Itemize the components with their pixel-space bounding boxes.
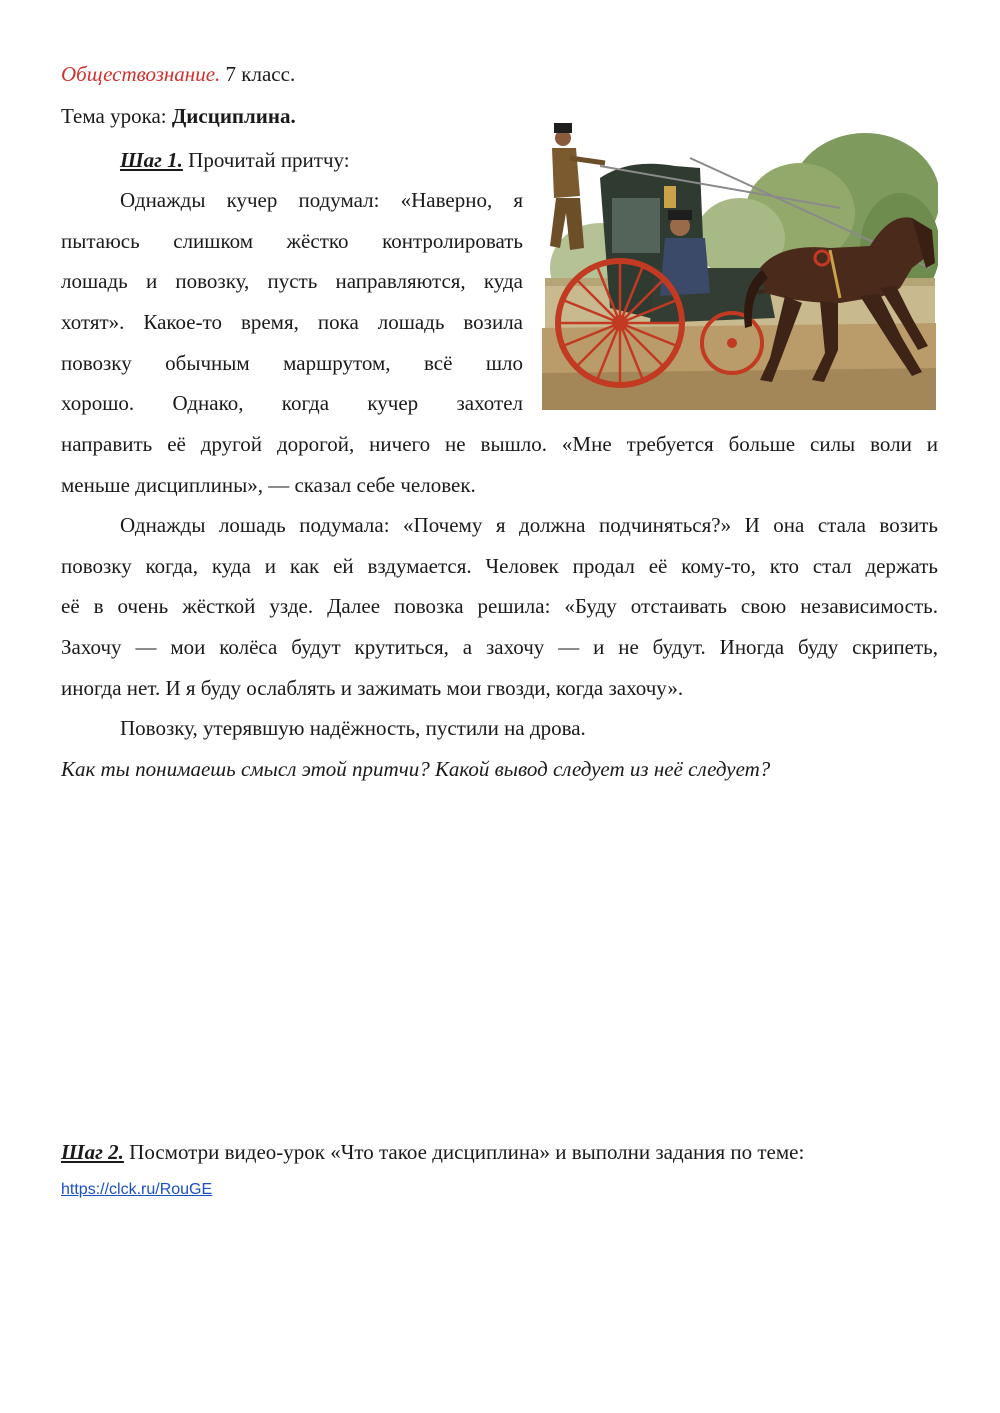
text-line: направить её другой дорогой, ничего не вышло. «Мне требуется больше силы воли и [61, 432, 938, 456]
text-line: повозку когда, куда и как ей вздумается. Человек продал её кому-то, кто стал держать [61, 553, 938, 578]
text-line: Захочу — мои колёса будут крутиться, а захочу — и не будут. Иногда буду скрипеть, [61, 635, 938, 660]
text-line: хорошо. Однако, когда кучер захотел [61, 391, 523, 416]
step2-label: Шаг 2. [61, 1140, 124, 1164]
parable-paragraph-1-rest [61, 430, 938, 511]
step1-label: Шаг 1. [120, 148, 183, 172]
text-line: повозку обычным маршрутом, всё шло [61, 350, 523, 375]
video-lesson-link[interactable]: https://clck.ru/RouGE [61, 1181, 213, 1198]
parable-paragraph-3: Повозку, утерявшую надёжность, пустили на дрова. [120, 716, 586, 740]
grade-label: 7 класс. [225, 62, 296, 86]
step2-line [61, 1138, 804, 1166]
text-line: лошадь и повозку, пусть направляются, куда [61, 269, 523, 294]
carriage-illustration [540, 118, 938, 412]
text-line: пытаюсь слишком жёстко контролировать [61, 228, 523, 253]
text-line: её в очень жёсткой узде. Далее повозка решила: «Буду отстаивать свою независимость. [61, 594, 938, 619]
topic-line [61, 102, 296, 130]
parable-question: Как ты понимаешь смысл этой притчи? Какой вывод следует из неё следует? [61, 757, 771, 781]
topic-label: Тема урока: [61, 104, 167, 128]
step1-line [120, 146, 350, 174]
step1-instruction: Прочитай притчу: [188, 148, 350, 172]
subject-title: Обществознание. [61, 62, 221, 86]
text-line: хотят». Какое-то время, пока лошадь возила [61, 310, 523, 335]
text-line: иногда нет. И я буду ослаблять и зажимать мои гвозди, когда захочу». [61, 675, 684, 700]
topic-title: Дисциплина. [171, 104, 296, 128]
step2-instruction: Посмотри видео-урок «Что такое дисциплина» и выполни задания по теме: [129, 1140, 805, 1164]
text-line: меньше дисциплины», — сказал себе человек. [61, 472, 476, 497]
parable-paragraph-1-narrow [61, 186, 523, 430]
parable-paragraph-2 [61, 511, 938, 714]
subject-line [61, 60, 295, 88]
text-line: Однажды лошадь подумала: «Почему я должна подчиняться?» И она стала возить [120, 513, 938, 537]
text-line: Однажды кучер подумал: «Наверно, я [120, 188, 523, 212]
